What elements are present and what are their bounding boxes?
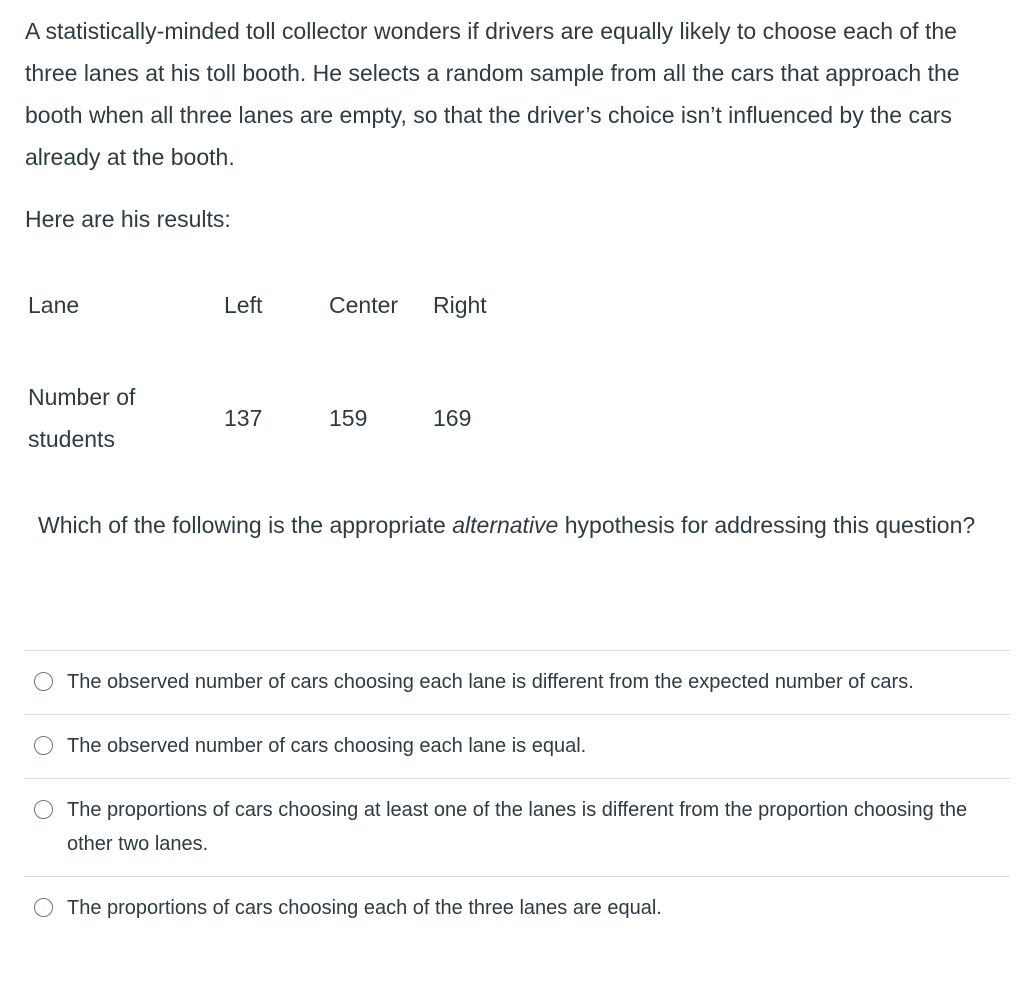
table-row-label-line1: Number of xyxy=(28,384,136,410)
table-row xyxy=(28,376,513,460)
table-header-lane: Lane xyxy=(28,292,80,318)
results-table xyxy=(28,282,513,460)
table-cell-center: 159 xyxy=(329,404,368,431)
table-header-right: Right xyxy=(433,291,487,318)
table-spacer xyxy=(28,328,513,376)
radio-button[interactable] xyxy=(34,672,53,691)
prompt-emphasis: alternative xyxy=(452,512,559,538)
table-row-label xyxy=(28,376,224,460)
question-text xyxy=(25,10,1010,240)
answer-option-3[interactable] xyxy=(24,779,1010,877)
radio-button[interactable] xyxy=(34,736,53,755)
question-paragraph-intro: A statistically-minded toll collector wonders if drivers are equally likely to choose each of the three lanes at his toll booth. He selects a random sample from all the cars that approach the booth when all three lanes are empty, so that the driver’s choice isn’t influenced by the cars already at the booth. xyxy=(25,18,960,170)
answer-option-1[interactable] xyxy=(24,651,1010,715)
answer-option-2[interactable] xyxy=(24,715,1010,779)
table-header-center: Center xyxy=(329,291,399,318)
table-row-label-line2: students xyxy=(28,426,115,452)
answer-label: The proportions of cars choosing each of the three lanes are equal. xyxy=(67,897,662,919)
answer-label: The observed number of cars choosing each lane is different from the expected number of cars. xyxy=(67,671,914,693)
answer-option-4[interactable] xyxy=(24,877,1010,940)
question-paragraph-results: Here are his results: xyxy=(25,206,231,232)
table-cell-left: 137 xyxy=(224,404,263,431)
answer-list xyxy=(24,650,1010,940)
table-header-row xyxy=(28,282,513,328)
answer-label: The observed number of cars choosing each lane is equal. xyxy=(67,735,587,757)
prompt-text-before: Which of the following is the appropriate xyxy=(38,512,453,538)
prompt-text-after: hypothesis for addressing this question? xyxy=(558,512,976,538)
radio-button[interactable] xyxy=(34,898,53,917)
question-prompt xyxy=(25,504,1010,546)
answer-label: The proportions of cars choosing at least one of the lanes is different from the proportion choosing the other two lanes. xyxy=(67,799,968,855)
table-header-left: Left xyxy=(224,291,263,318)
table-cell-right: 169 xyxy=(433,404,472,431)
radio-button[interactable] xyxy=(34,800,53,819)
